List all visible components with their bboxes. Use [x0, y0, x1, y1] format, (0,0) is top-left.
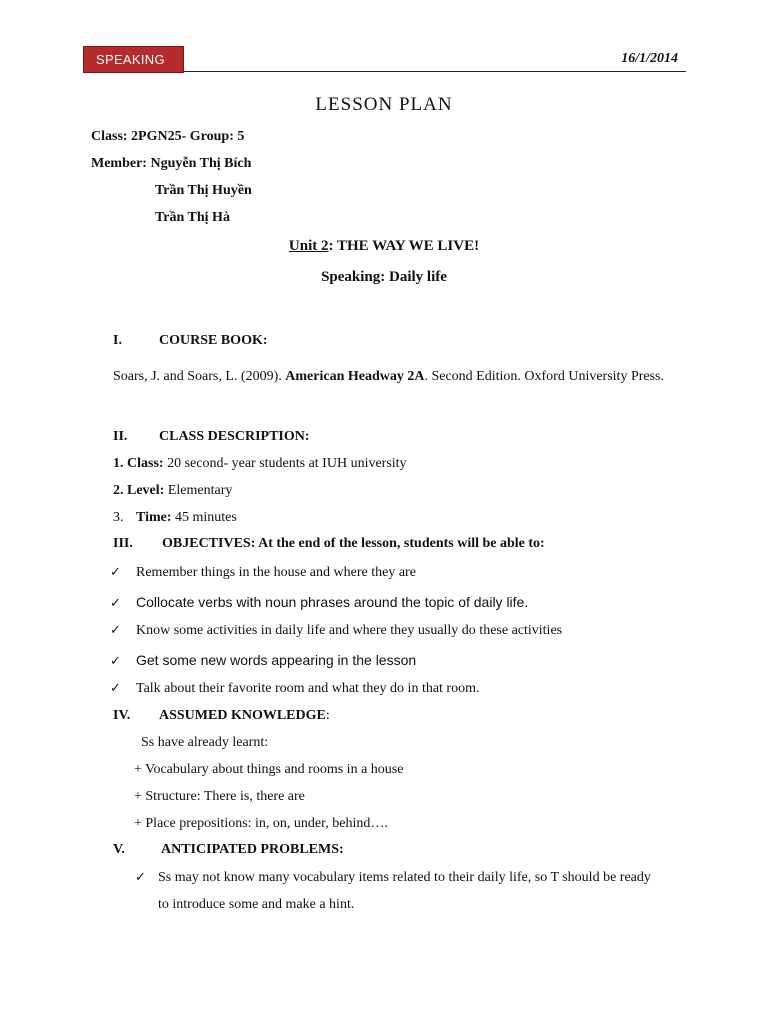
section-3-title: OBJECTIVES: At the end of the lesson, students will be able to: — [162, 536, 545, 551]
member-name-3: Trần Thị Hà — [155, 210, 230, 225]
section-2-title: CLASS DESCRIPTION: — [159, 429, 310, 444]
objective-item — [110, 565, 416, 581]
section-5-heading — [113, 842, 344, 858]
section-1-heading — [113, 333, 268, 349]
objective-text: Remember things in the house and where they are — [136, 565, 416, 580]
class-line: Class: 2PGN25- Group: 5 — [91, 129, 245, 144]
member-name-2: Trần Thị Huyền — [155, 183, 252, 198]
knowledge-item: + Structure: There is, there are — [134, 789, 305, 804]
class-desc-level-label: 2. Level: — [113, 483, 165, 498]
section-3-heading — [113, 536, 545, 552]
course-book-text — [113, 363, 678, 390]
checkmark-icon: ✓ — [110, 596, 121, 611]
section-4-title: ASSUMED KNOWLEDGE — [159, 708, 326, 723]
knowledge-item: + Vocabulary about things and rooms in a house — [134, 762, 404, 777]
course-book-publisher: . Second Edition. Oxford University Press. — [424, 369, 664, 384]
checkmark-icon: ✓ — [110, 681, 121, 696]
class-desc-level — [113, 483, 232, 499]
checkmark-icon: ✓ — [135, 870, 146, 885]
section-5-number: V. — [113, 842, 125, 857]
knowledge-intro: Ss have already learnt: — [141, 735, 269, 750]
member-label: Member: — [91, 156, 151, 171]
class-desc-level-value: Elementary — [164, 483, 233, 498]
lesson-subtitle: Speaking: Daily life — [321, 269, 447, 285]
unit-heading — [0, 238, 768, 255]
objective-item — [110, 652, 416, 669]
section-2-number: II. — [113, 429, 128, 444]
page-title: LESSON PLAN — [315, 94, 453, 115]
header-divider — [184, 71, 686, 72]
class-desc-time — [113, 510, 237, 526]
member-name-1: Nguyễn Thị Bích — [150, 156, 252, 171]
objective-item — [110, 681, 480, 697]
section-1-title: COURSE BOOK: — [159, 333, 268, 348]
section-5-title: ANTICIPATED PROBLEMS: — [161, 842, 344, 857]
objective-item — [110, 594, 528, 611]
objective-text: Get some new words appearing in the lesson — [136, 652, 417, 668]
class-desc-time-label: Time: — [136, 510, 172, 525]
section-2-heading — [113, 429, 310, 445]
course-book-title: American Headway 2A — [285, 369, 425, 384]
objective-text: Talk about their favorite room and what they do in that room. — [136, 681, 480, 696]
section-3-number: III. — [113, 536, 133, 551]
objective-text: Collocate verbs with noun phrases around the topic of daily life. — [136, 594, 529, 610]
class-desc-class-label: 1. Class: — [113, 456, 164, 471]
header-tag: SPEAKING — [83, 46, 184, 73]
checkmark-icon: ✓ — [110, 565, 121, 580]
header-date: 16/1/2014 — [621, 51, 678, 66]
class-desc-time-value: 45 minutes — [171, 510, 237, 525]
class-desc-class-value: 20 second- year students at IUH university — [163, 456, 407, 471]
class-desc-time-number: 3. — [113, 510, 124, 525]
class-desc-class — [113, 456, 407, 472]
knowledge-item: + Place prepositions: in, on, under, behind…. — [134, 816, 388, 831]
section-4-colon: : — [325, 708, 330, 723]
unit-title: : THE WAY WE LIVE! — [328, 238, 480, 254]
unit-label: Unit 2 — [288, 238, 329, 254]
section-1-number: I. — [113, 333, 122, 348]
section-4-heading — [113, 708, 330, 724]
objective-item — [110, 623, 562, 639]
problem-text: Ss may not know many vocabulary items related to their daily life, so T should be ready to introduce some and make a hint. — [158, 870, 651, 912]
objective-text: Know some activities in daily life and where they usually do these activities — [136, 623, 563, 638]
section-4-number: IV. — [113, 708, 131, 723]
member-line — [91, 156, 251, 172]
checkmark-icon: ✓ — [110, 623, 121, 638]
course-book-authors: Soars, J. and Soars, L. (2009). — [113, 369, 286, 384]
checkmark-icon: ✓ — [110, 654, 121, 669]
